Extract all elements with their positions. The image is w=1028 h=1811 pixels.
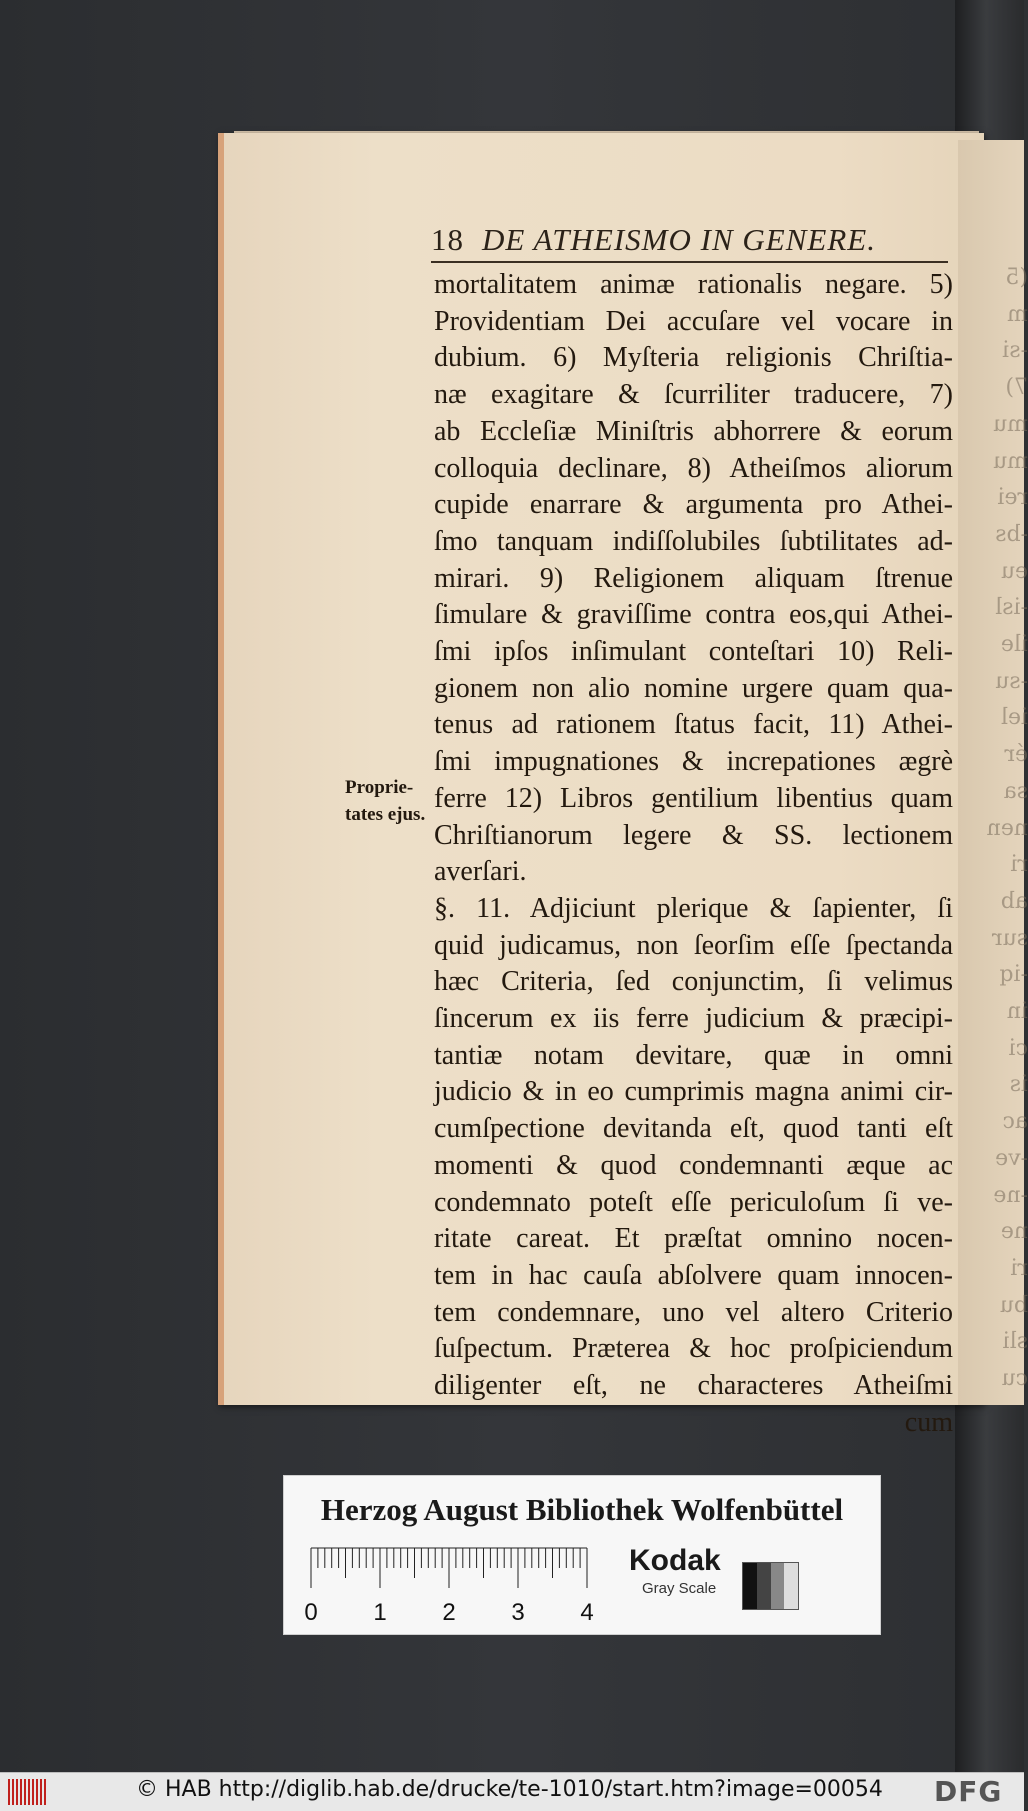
library-name: Herzog August Bibliothek Wolfenbüttel [320, 1492, 844, 1527]
facing-page-fragment: nen [986, 815, 1028, 841]
text-line: ſincerum ex iis ferre judicium & præcipi- [434, 1003, 953, 1034]
facing-page-fragment: -su [995, 668, 1028, 694]
text-line: ſmi impugnationes & increpationes ægrè [434, 746, 953, 778]
text-line: tantiæ notam devitare, quæ in omni [434, 1039, 953, 1071]
text-line: gionem non alio nomine urgere quam qua- [434, 672, 953, 704]
facing-page-fragment: (5 [1005, 265, 1028, 290]
text-line: mirari. 9) Religionem aliquam ſtrenue [434, 562, 953, 594]
facing-page-fragment: is [1009, 1072, 1028, 1098]
text-line: cum [904, 1406, 953, 1438]
text-line: §. 11. Adjiciunt plerique & ſapienter, ſi [434, 892, 953, 924]
text-line: tenus ad rationem ſtatus facit, 11) Athei- [434, 709, 953, 741]
text-line: ritate careat. Et præſtat omnino nocen- [434, 1223, 953, 1255]
text-line: condemnato poteſt eſſe periculoſum ſi ve- [434, 1186, 953, 1218]
facing-page-fragment: ac [1002, 1109, 1028, 1135]
text-line: judicio & in eo cumprimis magna animi cir- [434, 1076, 953, 1108]
facing-page-fragment: ile [1000, 632, 1028, 657]
kodak-brand: Kodak [629, 1544, 721, 1577]
text-line: cumſpectione devitanda eſt, quod tanti eſt [434, 1113, 953, 1145]
facing-page-fragment: sa [1003, 778, 1028, 804]
text-line: diligenter eſt, ne characteres Atheiſmi [434, 1370, 953, 1401]
footer-bar [0, 1772, 1024, 1811]
text-line: mortalitatem animæ rationalis negare. 5) [434, 269, 953, 300]
facing-page-fragment: eu [1000, 558, 1028, 584]
gray-swatch [742, 1562, 799, 1610]
text-line: ſmo tanquam indiſſolubiles ſubtilitates ad- [434, 525, 953, 557]
text-line: ab Eccleſiæ Miniſtris abhorrere & eorum [434, 415, 953, 447]
text-line: ſmi ipſos inſimulant conteſtari 10) Reli- [434, 636, 953, 667]
running-head-title: DE ATHEISMO IN GENERE. [482, 222, 876, 257]
ruler-scale [304, 1536, 594, 1626]
facing-page-fragment: -bs [995, 521, 1028, 547]
running-head [431, 222, 951, 262]
text-line: dubium. 6) Myſteria religionis Chriſtia- [434, 342, 953, 374]
ruler-number: 1 [373, 1599, 387, 1626]
facing-page-fragment: -si [1002, 338, 1028, 364]
facing-page-fragment: -isl [995, 595, 1028, 621]
marginal-note-line-1: Proprie- [345, 777, 414, 798]
text-line: averſari. [434, 856, 527, 888]
text-line: quid judicamus, non ſeorſim eſſe ſpectanda [434, 929, 953, 961]
facing-page-fragment: in [1006, 999, 1028, 1024]
ruler-number: 4 [580, 1599, 594, 1626]
ruler-number: 3 [511, 1599, 525, 1626]
copyright-url[interactable]: © HAB http://diglib.hab.de/drucke/te-1010/start.htm?image=00054 [136, 1777, 883, 1802]
ruler-number: 2 [442, 1599, 456, 1626]
facing-page-fragment: -ve [995, 1145, 1028, 1171]
facing-page-fragment: cu [1001, 1366, 1028, 1391]
facing-page-fragment: -iq [999, 962, 1028, 988]
text-line: hæc Criteria, ſed conjunctim, ſi velimus [434, 966, 953, 998]
facing-page-fragment: ne [1000, 1219, 1028, 1245]
text-line: Chriſtianorum legere & SS. lectionem [434, 819, 953, 851]
text-line: momenti & quod condemnanti æque ac [434, 1149, 953, 1181]
header-rule [431, 261, 948, 263]
facing-page-fragment: mu [992, 411, 1028, 437]
facing-page-fragment: sur [992, 925, 1028, 951]
facing-page-fragment: mu [992, 448, 1028, 474]
facing-page [958, 140, 1028, 1405]
facing-page-fragment: m [1007, 301, 1028, 327]
facing-page-fragment: iel [1000, 705, 1028, 731]
facing-page-fragment: bu [999, 1292, 1028, 1318]
hab-logo-icon [8, 1779, 48, 1805]
marginal-note-line-2: tates ejus. [345, 804, 426, 825]
text-line: tem condemnare, uno vel altero Criterio [434, 1296, 953, 1328]
ruler-number: 0 [304, 1599, 318, 1626]
facing-page-fragment: ci [1008, 1035, 1028, 1061]
facing-page-fragment: sli [1002, 1329, 1028, 1355]
text-line: Providentiam Dei accuſare vel vocare in [434, 305, 953, 337]
text-line: cupide enarrare & argumenta pro Athei- [434, 489, 953, 521]
text-line: næ exagitare & ſcurriliter traducere, 7) [434, 379, 953, 411]
gray-scale-label: Gray Scale [642, 1580, 717, 1597]
facing-page-fragment: rei [997, 485, 1028, 511]
facing-page-fragment: ri [1010, 1255, 1028, 1281]
library-color-scale-card [283, 1475, 881, 1635]
text-line: colloquia declinare, 8) Atheiſmos aliorum [434, 452, 953, 484]
text-line: ferre 12) Libros gentilium libentius quam [434, 782, 953, 814]
facing-page-fragment: -ne [993, 1182, 1028, 1208]
text-line: tem in hac cauſa abſolvere quam innocen- [434, 1259, 953, 1291]
facing-page-fragment: ér [1004, 742, 1028, 768]
dfg-logo: DFG [934, 1775, 1003, 1808]
page-number: 18 [431, 222, 464, 257]
text-line: ſimulare & graviſſime contra eos,qui Athei- [434, 599, 953, 631]
facing-page-fragment: ri [1010, 852, 1028, 878]
facing-page-fragment: 7) [1005, 375, 1028, 401]
facing-page-fragment: ab [1000, 888, 1028, 914]
text-line: ſuſpectum. Præterea & hoc proſpiciendum [434, 1333, 953, 1365]
